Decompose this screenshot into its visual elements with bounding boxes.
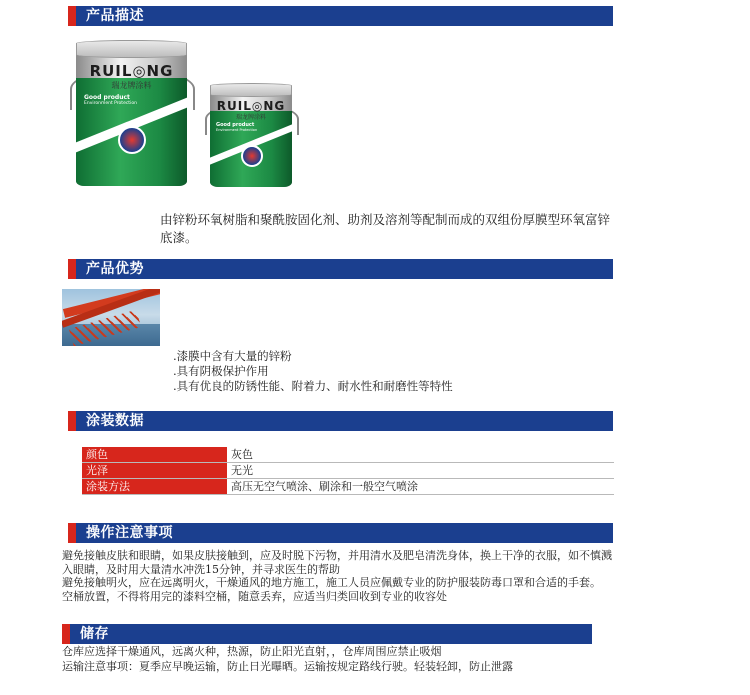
section-title: 产品优势 [86, 261, 144, 277]
storage-item: 运输注意事项：夏季应早晚运输，防止日光曝晒。运输按规定路线行驶。轻装轻卸，防止泄露 [62, 660, 513, 673]
can-tagline-2: Environment Protection [84, 101, 137, 106]
storage-text [62, 644, 617, 674]
section-header-description [68, 6, 613, 26]
precaution-item: 避免接触明火，应在远离明火，干燥通风的地方施工，施工人员应佩戴专业的防护服装防毒口罩和合适的手套。 [62, 576, 601, 589]
advantage-item: .具有阴极保护作用 [173, 364, 269, 378]
bridge-photo [62, 289, 160, 346]
can-lid [210, 83, 292, 97]
table-value: 高压无空气喷涂、刷涂和一般空气喷涂 [227, 479, 614, 495]
table-row [82, 479, 614, 495]
can-brand-cn: 瑞龙牌涂料 [235, 114, 266, 121]
section-header-advantages [68, 259, 613, 279]
section-header-precautions [68, 523, 613, 543]
table-row [82, 463, 614, 479]
advantage-item: .漆膜中含有大量的锌粉 [173, 349, 292, 363]
header-accent [68, 523, 76, 543]
table-key: 光泽 [82, 463, 227, 479]
header-accent [68, 411, 76, 431]
product-can-small [210, 83, 292, 187]
advantage-item: .具有优良的防锈性能、附着力、耐水性和耐磨性等特性 [173, 379, 453, 393]
precaution-item: 避免接触皮肤和眼睛，如果皮肤接触到，应及时脱下污物，并用清水及肥皂清洗身体，换上干净的衣服，如不慎溅入眼睛，及时用大量清水冲洗15分钟，并寻求医生的帮助 [62, 549, 612, 576]
section-header-storage [62, 624, 592, 644]
table-value: 灰色 [227, 447, 614, 463]
can-body [76, 48, 187, 186]
can-tagline-1: Good product [84, 94, 130, 101]
can-brand-logo: RUIL◎NG [216, 99, 286, 113]
can-emblem-icon [118, 126, 146, 154]
product-can-large [76, 40, 187, 186]
header-accent [68, 259, 76, 279]
coating-data-table [82, 447, 614, 495]
table-row [82, 447, 614, 463]
product-description: 由锌粉环氧树脂和聚酰胺固化剂、助剂及溶剂等配制而成的双组份厚膜型环氧富锌底漆。 [160, 212, 611, 245]
table-value: 无光 [227, 463, 614, 479]
section-header-coating-data [68, 411, 613, 431]
section-title: 操作注意事项 [86, 525, 173, 541]
precaution-item: 空桶放置，不得将用完的漆料空桶，随意丢弃，应适当归类回收到专业的收容处 [62, 589, 447, 603]
can-brand-logo: RUIL◎NG [89, 62, 174, 80]
can-body [210, 89, 292, 187]
precautions-text [62, 549, 617, 603]
header-accent [68, 6, 76, 26]
section-title: 产品描述 [86, 8, 144, 24]
storage-item: 仓库应选择干燥通风，远离火种，热源，防止阳光直射，，仓库周围应禁止吸烟 [62, 645, 442, 658]
section-title: 储存 [80, 626, 109, 642]
can-emblem-icon [241, 145, 263, 167]
table-key: 涂装方法 [82, 479, 227, 495]
header-accent [62, 624, 70, 644]
table-key: 颜色 [82, 447, 227, 463]
can-tagline-2: Environment Protection [216, 128, 258, 132]
section-title: 涂装数据 [86, 413, 144, 429]
can-tagline-1: Good product [216, 122, 255, 128]
can-lid [76, 40, 187, 58]
can-brand-cn: 瑞龙牌涂料 [111, 81, 152, 90]
